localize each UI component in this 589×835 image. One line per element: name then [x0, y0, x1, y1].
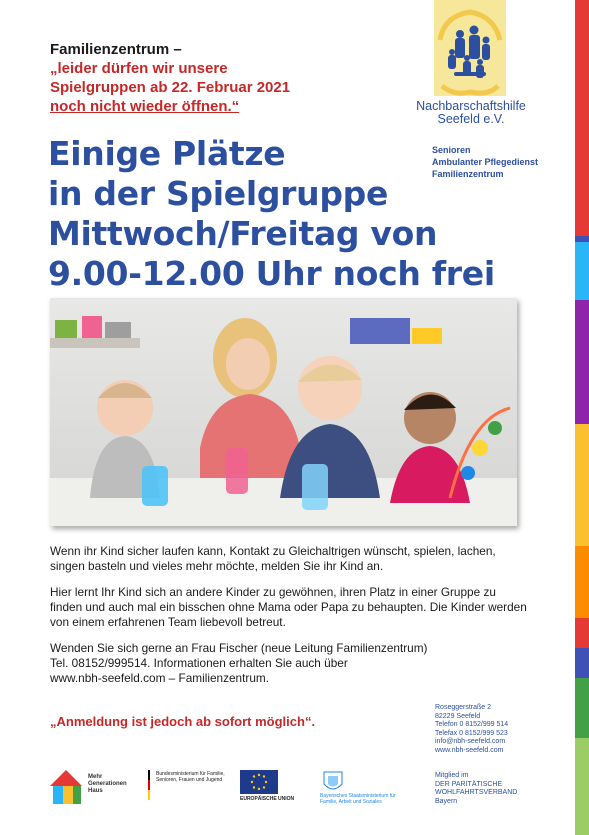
org-name-line: Nachbarschaftshilfe: [416, 99, 526, 113]
header-line: noch nicht wieder öffnen.“: [50, 98, 240, 115]
body-text: [50, 544, 530, 697]
stripe-lightgreen: [575, 738, 589, 835]
german-flag-icon: [148, 770, 156, 800]
org-name-line: Seefeld e.V.: [437, 112, 505, 126]
header-notice: [50, 40, 380, 116]
eu-flag-icon: [240, 770, 278, 794]
contact-email[interactable]: info@nbh-seefeld.com: [435, 738, 506, 746]
stripe-yellow: [575, 424, 589, 546]
contact-line: Tel. 08152/999514. Informationen erhalten Sie auch über: [50, 656, 348, 670]
headline-line: in der Spielgruppe: [48, 174, 389, 213]
sponsor-logos: [48, 768, 408, 808]
service-item: Familienzentrum: [432, 169, 504, 179]
nbh-logo: [434, 0, 506, 96]
headline-line: Mittwoch/Freitag von: [48, 214, 438, 253]
headline-line: Einige Plätze: [48, 134, 286, 173]
bavaria-crest-icon: [320, 770, 346, 794]
contact-line: www.nbh-seefeld.com – Familienzentrum.: [50, 671, 269, 685]
mgh-line: Generationen: [88, 781, 127, 787]
paragraph: Hier lernt Ihr Kind sich an andere Kinder zu gewöhnen, ihren Platz in einer Gruppe zu finden und auch mal ein bisschen ohne Mama oder Papa zu behaupten. Die Kinder werden von einem erfahrenen Team liebevoll betreut.: [50, 585, 527, 629]
family-hands-icon: [434, 0, 506, 96]
stripe-indigo-2: [575, 648, 589, 678]
color-stripe: [575, 0, 589, 835]
contact-phone: Telefon 0 8152/999 514: [435, 721, 509, 729]
paragraph: Wenn ihr Kind sicher laufen kann, Kontakt zu Gleichaltrigen wünscht, spielen, lachen, singen basteln und vieles mehr möchte, melden Sie ihr Kind an.: [50, 544, 496, 573]
header-org: Familienzentrum –: [50, 41, 182, 58]
stripe-lightblue: [575, 242, 589, 300]
member-line: WOHLFAHRTSVERBAND: [435, 789, 518, 797]
contact-street: Roseggerstraße 2: [435, 704, 492, 711]
membership-block: [435, 772, 517, 806]
bmfsfj-logo: [148, 770, 156, 805]
mgh-text: [88, 774, 127, 795]
stripe-orange: [575, 546, 589, 618]
contact-fax: Telefax 0 8152/999 523: [435, 729, 508, 737]
service-item: Ambulanter Pflegedienst: [432, 157, 539, 167]
stripe-green: [575, 678, 589, 738]
house-icon: [48, 768, 84, 806]
stripe-red: [575, 0, 589, 236]
header-line: Spielgruppen ab 22. Februar 2021: [50, 79, 291, 96]
registration-note: „Anmeldung ist jedoch ab sofort möglich“.: [50, 714, 316, 729]
headline-line: 9.00-12.00 Uhr noch frei: [48, 254, 495, 293]
member-line: DER PARITÄTISCHE: [435, 780, 503, 788]
header-line: „leider dürfen wir unsere: [50, 60, 228, 77]
stripe-red-2: [575, 618, 589, 648]
contact-block: [435, 704, 508, 756]
eu-logo: [240, 770, 278, 799]
main-headline: [48, 134, 495, 294]
mgh-logo: [48, 768, 84, 811]
contact-city: 82229 Seefeld: [435, 712, 481, 720]
member-line: Mitglied im: [435, 772, 469, 779]
eu-text: EUROPÄISCHE UNION: [240, 796, 295, 802]
paragraph-contact: [50, 641, 530, 686]
contact-web[interactable]: www.nbh-seefeld.com: [435, 746, 504, 754]
member-line: Bayern: [435, 797, 458, 805]
mgh-line: Mehr: [88, 774, 103, 780]
mgh-line: Haus: [88, 788, 103, 794]
bmfsfj-text: Bundesministerium für Familie, Senioren, Frauen und Jugend: [156, 771, 225, 783]
org-name: [416, 100, 526, 126]
playgroup-photo: [50, 298, 517, 526]
stripe-purple: [575, 300, 589, 424]
service-item: Senioren: [432, 145, 471, 155]
bavaria-text: Bayerisches Staatsministerium für Familie, Arbeit und Soziales: [320, 793, 396, 805]
contact-line: Wenden Sie sich gerne an Frau Fischer (neue Leitung Familienzentrum): [50, 641, 428, 655]
